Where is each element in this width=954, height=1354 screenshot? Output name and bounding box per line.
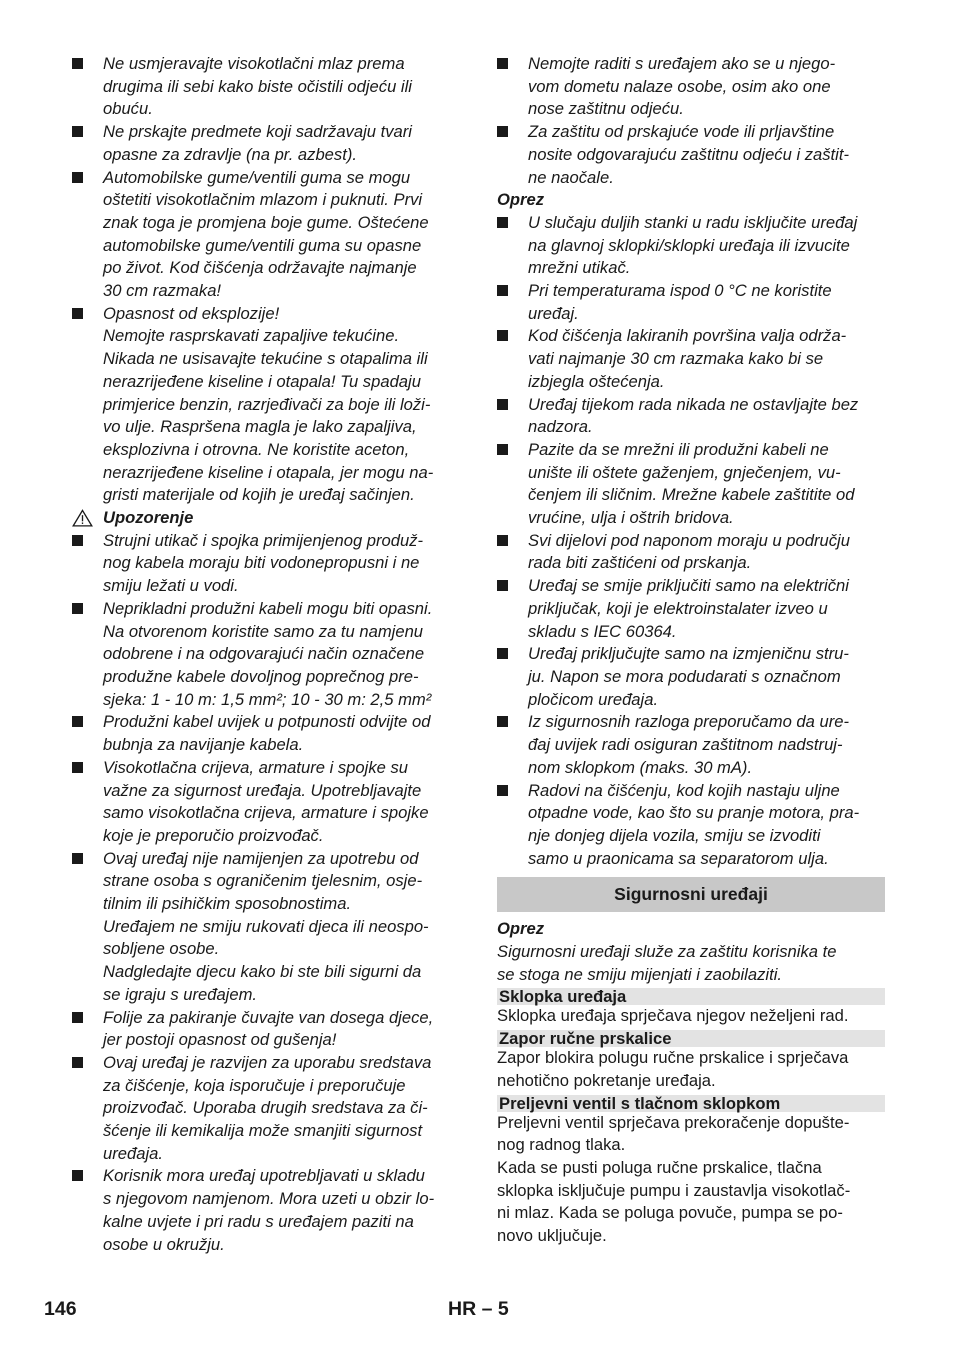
list-item-line: uređaja.	[103, 1143, 163, 1163]
list-item	[72, 121, 464, 166]
list-item-line: Uređaj tijekom rada nikada ne ostavljajte bez	[528, 394, 859, 414]
list-item-line: obuću.	[103, 99, 153, 119]
list-item-line: Korisnik mora uređaj upotrebljavati u skladu	[103, 1166, 425, 1186]
list-item	[72, 167, 464, 303]
list-item	[72, 1165, 464, 1256]
subsection-line: nog radnog tlaka.	[497, 1135, 626, 1155]
left-bullet-list-a	[72, 53, 464, 507]
list-item-line: čenjem ili sličnim. Mrežne kabele zaštitite od	[528, 485, 855, 505]
subsection-line: Kada se pusti poluga ručne prskalice, tlačna	[497, 1157, 822, 1177]
square-bullet-icon	[497, 58, 508, 69]
list-item	[497, 643, 885, 711]
list-item-line: koje je preporučio proizvođač.	[103, 825, 324, 845]
subsection-body	[497, 1005, 885, 1028]
list-item-line: unište ili oštete gaženjem, gnječenjem, vu-	[528, 462, 841, 482]
list-item-line: mrežni utikač.	[528, 258, 631, 278]
list-item	[497, 711, 885, 779]
section-caution-heading: Oprez	[497, 919, 545, 939]
list-item	[72, 848, 464, 1007]
square-bullet-icon	[72, 1012, 83, 1023]
subsection-heading: Preljevni ventil s tlačnom sklopkom	[497, 1095, 885, 1112]
list-item-line: Iz sigurnosnih razloga preporučamo da ure-	[528, 712, 849, 732]
list-item-line: nog kabela moraju biti vodonepropusni i ne	[103, 553, 420, 573]
square-bullet-icon	[497, 126, 508, 137]
square-bullet-icon	[72, 58, 83, 69]
list-item-line: drugima ili sebi kako biste očistili odjeću ili	[103, 76, 412, 96]
list-item-line: vo ulje. Raspršena magla je lako zapaljiva,	[103, 417, 417, 437]
subsection-line: Zapor blokira polugu ručne prskalice i sprječava	[497, 1048, 849, 1068]
list-item-line: Pri temperaturama ispod 0 °C ne koristite	[528, 281, 832, 301]
list-item-line: Svi dijelovi pod naponom moraju u području	[528, 530, 850, 550]
list-item	[497, 121, 885, 189]
list-item-line: na glavnoj sklopki/sklopki uređaja ili izvucite	[528, 235, 850, 255]
list-item-line: vom dometu nalaze osobe, osim ako one	[528, 76, 831, 96]
list-item-line: opasne za zdravlje (na pr. azbest).	[103, 144, 357, 164]
list-item-line: nose zaštitnu odjeću.	[528, 99, 684, 119]
list-item	[497, 212, 885, 280]
list-item	[497, 530, 885, 575]
list-item-line: kalne uvjete i pri radu s uređajem paziti na	[103, 1211, 414, 1231]
list-item-line: nerazrijeđene kiseline i otapala, jer mogu na-	[103, 462, 434, 482]
list-item	[497, 394, 885, 439]
list-item	[72, 1052, 464, 1166]
list-item-line: Uređajem ne smiju rukovati djeca ili neospo-	[103, 916, 429, 936]
square-bullet-icon	[72, 535, 83, 546]
subsection-line: novo uključuje.	[497, 1226, 607, 1246]
list-item	[497, 780, 885, 871]
list-item-line: Radovi na čišćenju, kod kojih nastaju uljne	[528, 780, 840, 800]
right-column	[497, 53, 885, 1248]
square-bullet-icon	[497, 444, 508, 455]
list-item-line: Nadgledajte djecu kako bi ste bili sigurni da	[103, 962, 422, 982]
right-bullet-list-b	[497, 212, 885, 870]
list-item-line: po život. Kod čišćenja održavajte najmanje	[103, 258, 417, 278]
list-item	[72, 598, 464, 712]
list-item-line: Na otvorenom koristite samo za tu namjenu	[103, 621, 424, 641]
square-bullet-icon	[72, 853, 83, 864]
square-bullet-icon	[497, 399, 508, 410]
square-bullet-icon	[72, 762, 83, 773]
list-item-line: otpadne vode, kao što su pranje motora, pra-	[528, 803, 860, 823]
square-bullet-icon	[72, 172, 83, 183]
list-item	[497, 325, 885, 393]
list-item-line: Automobilske gume/ventili guma se mogu	[103, 167, 411, 187]
list-item-line: Visokotlačna crijeva, armature i spojke su	[103, 757, 408, 777]
square-bullet-icon	[72, 126, 83, 137]
list-item-line: važne za sigurnost uređaja. Upotrebljavajte	[103, 780, 422, 800]
list-item-line: rada biti zaštićeni od prskanja.	[528, 553, 752, 573]
list-item-line: se igraju s uređajem.	[103, 984, 258, 1004]
section-heading: Sigurnosni uređaji	[497, 877, 885, 912]
list-item-line: jer postoji opasnost od gušenja!	[103, 1030, 337, 1050]
square-bullet-icon	[72, 603, 83, 614]
subsection-line: ni mlaz. Kada se poluga povuče, pumpa se po-	[497, 1203, 843, 1223]
list-item	[72, 1007, 464, 1052]
list-item-line: nerazrijeđene kiseline i otapala! Tu spadaju	[103, 371, 421, 391]
list-item-line: gristi materijale od kojih je uređaj sačinjen.	[103, 485, 415, 505]
list-item-line: primjerice benzin, razrjeđivači za boje ili loži-	[103, 394, 431, 414]
square-bullet-icon	[497, 716, 508, 727]
square-bullet-icon	[497, 580, 508, 591]
list-item-line: đaj uvijek radi osiguran zaštitnom nadstruj-	[528, 735, 843, 755]
list-item-line: Nikada ne usisavajte tekućine s otapalima ili	[103, 349, 428, 369]
list-item-line: uređaj.	[528, 303, 579, 323]
list-item-line: nje donjeg dijela vozila, smiju se izvoditi	[528, 825, 821, 845]
list-item-line: Folije za pakiranje čuvajte van dosega djece,	[103, 1007, 434, 1027]
list-item-line: ne naočale.	[528, 167, 614, 187]
caution-heading: Oprez	[497, 190, 545, 210]
list-item-line: bubnja za navijanje kabela.	[103, 735, 304, 755]
list-item-line: za čišćenje, koja isporučuje i preporučuje	[103, 1075, 406, 1095]
list-item-line: vrućine, ulja i oštrih bridova.	[528, 508, 734, 528]
subsection-body	[497, 1047, 885, 1092]
list-item-line: eksplozivna i otrovna. Ne koristite aceton,	[103, 439, 410, 459]
page-label: HR – 5	[448, 1298, 509, 1320]
subsection-line: Preljevni ventil sprječava prekoračenje dopušte-	[497, 1112, 850, 1132]
list-item-line: s njegovom namjenom. Mora uzeti u obzir lo-	[103, 1189, 435, 1209]
page-number: 146	[44, 1298, 77, 1320]
square-bullet-icon	[497, 217, 508, 228]
list-item-line: osobe u okružju.	[103, 1234, 225, 1254]
list-item	[497, 280, 885, 325]
list-item	[72, 53, 464, 121]
square-bullet-icon	[72, 1170, 83, 1181]
list-item	[72, 711, 464, 756]
list-item-line: Uređaj se smije priključiti samo na električni	[528, 576, 849, 596]
list-item-line: Za zaštitu od prskajuće vode ili prljavštine	[528, 122, 835, 142]
list-item	[497, 53, 885, 121]
subsection-line: nehotično pokretanje uređaja.	[497, 1070, 716, 1090]
list-item-line: znak toga je promjena boje gume. Oštećene	[103, 212, 429, 232]
left-bullet-list-b	[72, 530, 464, 1257]
list-item-line: samo u praonicama sa separatorom ulja.	[528, 848, 829, 868]
list-item-line: produžne kabele dovoljnog poprečnog pre-	[103, 666, 419, 686]
left-column	[72, 53, 464, 1256]
square-bullet-icon	[497, 330, 508, 341]
subsection-line: sklopka isključuje pumpu i zaustavlja visokotlač-	[497, 1180, 851, 1200]
subsection-line: Sklopka uređaja sprječava njegov neželjeni rad.	[497, 1006, 849, 1026]
square-bullet-icon	[72, 308, 83, 319]
square-bullet-icon	[72, 716, 83, 727]
list-item-line: Ovaj uređaj nije namijenjen za upotrebu od	[103, 848, 419, 868]
list-item-line: priključak, koji je elektroinstalater izveo u	[528, 598, 828, 618]
list-item	[497, 439, 885, 530]
list-item-line: vati najmanje 30 cm razmaka kako bi se	[528, 349, 824, 369]
list-item-line: Produžni kabel uvijek u potpunosti odvijte od	[103, 712, 431, 732]
list-item	[72, 757, 464, 848]
subsection-heading: Zapor ručne prskalice	[497, 1030, 885, 1047]
warning-heading-text: Upozorenje	[103, 508, 194, 528]
list-item-line: automobilske gume/ventili guma su opasne	[103, 235, 422, 255]
list-item-line: nom sklopkom (maks. 30 mA).	[528, 757, 753, 777]
subsection-list	[497, 988, 885, 1247]
list-item-line: Ovaj uređaj je razvijen za uporabu sredstava	[103, 1052, 432, 1072]
list-item-line: samo visokotlačna crijeva, armature i spojke	[103, 803, 429, 823]
list-item-line: Uređaj priključujte samo na izmjeničnu stru-	[528, 644, 849, 664]
list-item-line: Neprikladni produžni kabeli mogu biti opasni.	[103, 598, 433, 618]
square-bullet-icon	[497, 535, 508, 546]
list-item-line: sjeka: 1 - 10 m: 1,5 mm²; 10 - 30 m: 2,5 mm²	[103, 689, 432, 709]
list-item-line: Ne prskajte predmete koji sadržavaju tvari	[103, 122, 412, 142]
list-item-line: izbjegla oštećenja.	[528, 371, 665, 391]
list-item	[72, 530, 464, 598]
list-item	[72, 303, 464, 507]
list-item-line: smiju ležati u vodi.	[103, 576, 239, 596]
list-item-line: Nemojte raditi s uređajem ako se u njego-	[528, 54, 836, 73]
intro-line: Sigurnosni uređaji služe za zaštitu korisnika te	[497, 942, 837, 962]
list-item-line: oštetiti visokotlačnim mlazom i puknuti. Prvi	[103, 190, 423, 210]
list-item-line: proizvođač. Uporaba drugih sredstava za či-	[103, 1098, 428, 1118]
list-item-line: odobrene i na odgovarajući način označene	[103, 644, 425, 664]
warning-heading	[72, 507, 464, 530]
list-item-line: Opasnost od eksplozije!	[103, 303, 280, 323]
list-item-line: U slučaju duljih stanki u radu isključite uređaj	[528, 212, 858, 232]
list-item-line: tilnim ili psihičkim sposobnostima.	[103, 894, 352, 914]
list-item-line: skladu s IEC 60364.	[528, 621, 677, 641]
square-bullet-icon	[497, 785, 508, 796]
list-item-line: šćenje ili kemikalija može smanjiti sigurnost	[103, 1121, 423, 1141]
square-bullet-icon	[497, 285, 508, 296]
subsection-heading: Sklopka uređaja	[497, 988, 885, 1005]
list-item-line: Ne usmjeravajte visokotlačni mlaz prema	[103, 54, 405, 73]
list-item	[497, 575, 885, 643]
square-bullet-icon	[497, 648, 508, 659]
list-item-line: Pazite da se mrežni ili produžni kabeli ne	[528, 439, 829, 459]
subsection-body	[497, 1112, 885, 1248]
list-item-line: nosite odgovarajuću zaštitnu odjeću i zaštit-	[528, 144, 849, 164]
square-bullet-icon	[72, 1057, 83, 1068]
list-item-line: pločicom uređaja.	[528, 689, 659, 709]
list-item-line: ju. Napon se mora podudarati s označnom	[528, 666, 841, 686]
list-item-line: Kod čišćenja lakiranih površina valja održa-	[528, 326, 847, 346]
list-item-line: Nemojte rasprskavati zapaljive tekućine.	[103, 326, 400, 346]
right-bullet-list-a	[497, 53, 885, 189]
list-item-line: nadzora.	[528, 417, 593, 437]
intro-line: se stoga ne smiju mijenjati i zaobilaziti.	[497, 964, 782, 984]
list-item-line: strane osoba s ograničenim tjelesnim, osje-	[103, 871, 423, 891]
list-item-line: Strujni utikač i spojka primijenjenog produž-	[103, 530, 424, 550]
list-item-line: 30 cm razmaka!	[103, 281, 222, 301]
list-item-line: sobljene osobe.	[103, 939, 220, 959]
section-intro	[497, 941, 885, 986]
warning-triangle-icon	[72, 509, 93, 527]
